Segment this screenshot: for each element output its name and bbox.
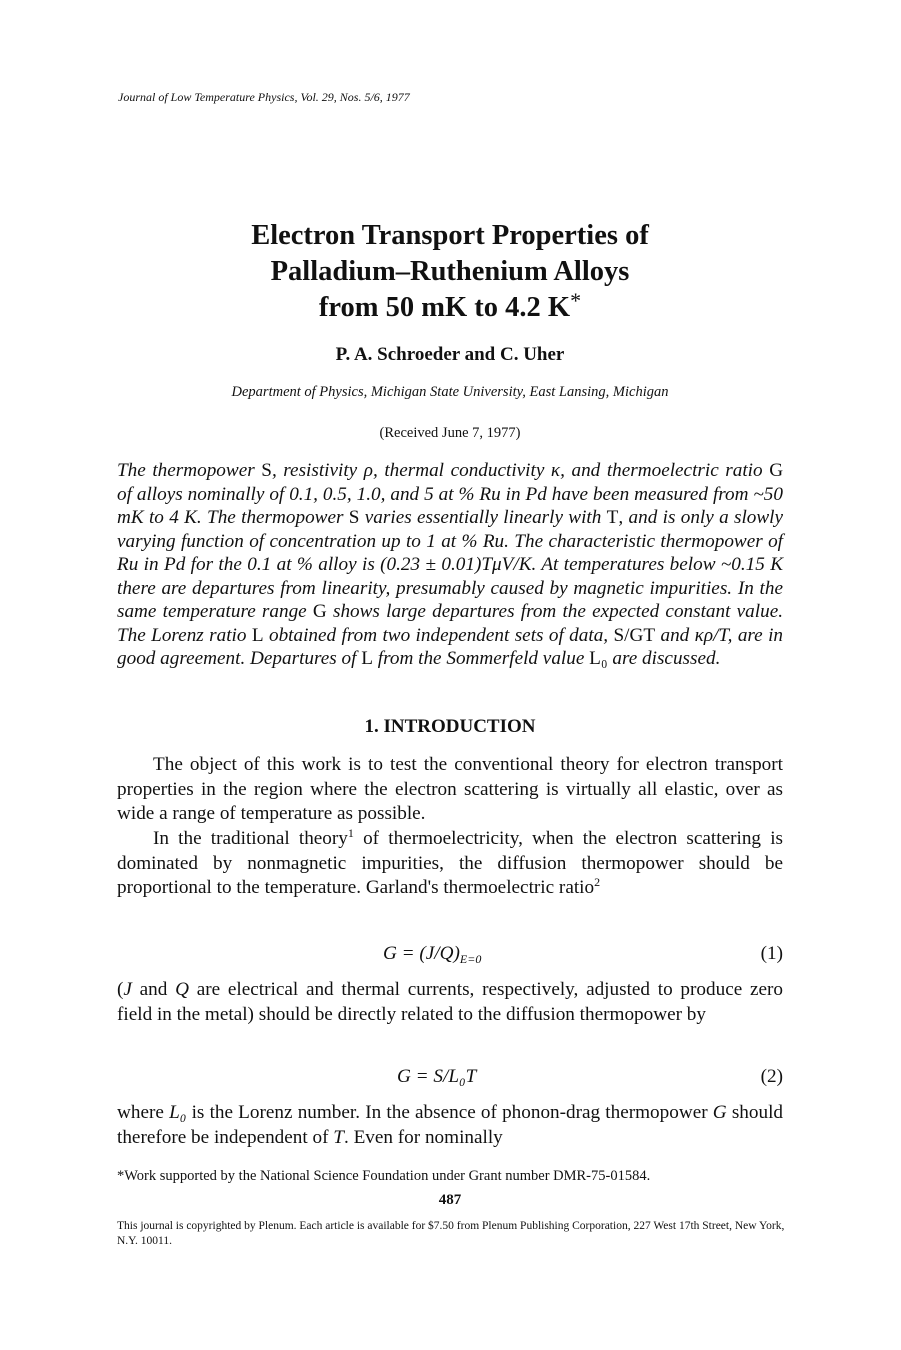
equation-1-lhs: G = (J/Q) [383,943,460,964]
title-line-3 [120,290,780,326]
abstract-text: obtained from two independent sets of data, [268,624,609,646]
equation-1-subscript: E=0 [459,952,482,966]
paragraph-text: where [117,1102,170,1123]
abstract-text: are discussed. [612,648,721,669]
paper-title [120,218,780,326]
paragraph-1 [117,753,783,827]
footnote: *Work supported by the National Science Foundation under Grant number DMR-75-01584. [117,1168,651,1184]
abstract-text: , resistivity ρ, thermal conductivity κ, and thermoelectric ratio [271,460,763,481]
math-symbol: Q [175,979,189,1000]
abstract-text: and κρ/T, are in good agreement. Departures of [117,624,784,669]
paragraph-2 [117,827,783,901]
paragraph-text: is the Lorenz number. In the absence of phonon-drag thermopower [186,1102,713,1123]
title-line-1: Electron Transport Properties of [251,220,649,251]
abstract-text: shows large departures from the expected constant value. The Lorenz ratio [117,601,784,646]
journal-header: Journal of Low Temperature Physics, Vol. 29, Nos. 5/6, 1977 [118,90,410,104]
paragraph-4 [117,1101,783,1150]
authors: P. A. Schroeder and C. Uher [335,344,565,365]
copyright-notice: This journal is copyrighted by Plenum. Each article is available for $7.50 from Plenum Publishing Corporation, 227 West 17th Street, New York, N.Y. 10011. [117,1220,785,1247]
paragraph-text: should therefore be independent of [117,1102,783,1148]
equation-1-expression [383,943,481,965]
abstract-symbol: S [348,507,360,528]
affiliation: Department of Physics, Michigan State University, East Lansing, Michigan [231,384,669,400]
section-heading: 1. INTRODUCTION [364,716,536,737]
paragraph-3 [117,978,783,1027]
math-symbol: T [333,1126,344,1148]
received-date: (Received June 7, 1977) [379,425,521,441]
abstract-text: of alloys nominally of 0.1, 0.5, 1.0, and 5 at % Ru in Pd have been measured from ~50 mK to 4 K. The thermopower [117,483,783,528]
abstract-symbol: T [606,507,619,528]
reference-mark: 2 [594,875,601,889]
paragraph-text: In the traditional theory [153,828,348,849]
abstract-symbol: L₀ [589,648,608,669]
abstract-text: The thermopower [117,460,255,481]
abstract-symbol: S [261,460,272,481]
reference-mark: 1 [347,826,354,840]
abstract-symbol: G [769,460,784,481]
paragraph-text: of thermoelectricity, when the electron scattering is dominated by nonmagnetic impurities, the diffusion thermopower should be proportional to the temperature. Garland's thermoelectric ratio [117,828,783,898]
abstract-text: , and is only a slowly varying function of concentration up to 1 at % Ru. The characteristic thermopower of Ru in Pd for the 0.1 at % alloy is (0.23 ± 0.01)TμV/K. At temperatures below ~0.15 K there are departures from linearity, presumably caused by magnetic impurities. In the same temperature range [117,507,784,622]
abstract-text: from the Sommerfeld value [377,648,585,669]
abstract-text: varies essentially linearly with [364,507,602,528]
paragraph-text: . Even for nominally [343,1126,503,1148]
title-line-3-text: from 50 mK to 4.2 K [318,292,571,323]
equation-2-expression: G = S/L₀T [397,1066,477,1087]
math-symbol: G [712,1102,727,1123]
abstract-symbol: L [361,648,373,669]
title-line-2: Palladium–Ruthenium Alloys [270,256,630,287]
abstract-symbol: G [312,601,327,622]
abstract [117,459,783,671]
math-symbol: L₀ [169,1102,187,1123]
abstract-symbol: L [251,624,264,646]
paragraph-text: ( [117,979,124,1000]
paragraph-text: The object of this work is to test the conventional theory for electron transport properties in the region where the electron scattering is virtually all elastic, over as wide a range of temperature as possible. [117,754,783,824]
abstract-symbol: S/GT [613,624,656,646]
equation-1-number: (1) [760,943,783,964]
page-number: 487 [438,1192,462,1208]
math-symbol: J [123,979,132,1000]
paragraph-text: are electrical and thermal currents, respectively, adjusted to produce zero field in the metal) should be directly related to the diffusion thermopower by [117,979,783,1025]
equation-2-number: (2) [760,1066,783,1087]
title-footnote-mark: * [570,288,582,313]
paragraph-text: and [131,979,176,1000]
